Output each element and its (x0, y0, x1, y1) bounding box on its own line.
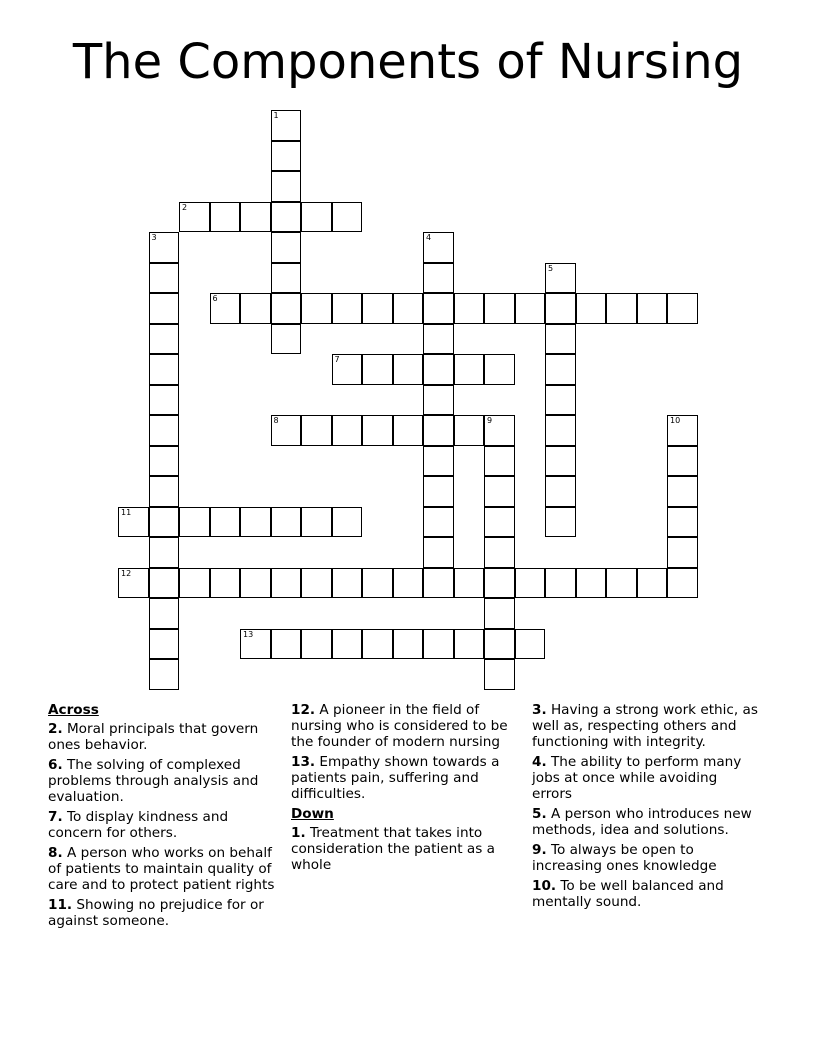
clue-number: 13. (291, 754, 316, 770)
clue-number: 9. (532, 842, 547, 858)
clue-across-11 (48, 897, 280, 929)
clue-number: 12. (291, 702, 316, 718)
clue-down-1 (291, 825, 519, 873)
clue-across-7 (48, 809, 280, 841)
grid-cell[interactable] (484, 415, 515, 446)
grid-cell[interactable] (484, 507, 515, 538)
grid-cell[interactable] (637, 568, 668, 599)
grid-cell[interactable] (515, 293, 546, 324)
clue-down-4 (532, 754, 758, 802)
grid-cell[interactable] (423, 385, 454, 416)
grid-cell[interactable] (545, 476, 576, 507)
grid-cell[interactable] (149, 232, 180, 263)
clue-text: Moral principals that govern ones behavior. (48, 721, 259, 753)
grid-cell[interactable] (210, 507, 241, 538)
grid-cell[interactable] (545, 507, 576, 538)
grid-cell[interactable] (301, 568, 332, 599)
grid-cell[interactable] (454, 629, 485, 660)
grid-cell[interactable] (210, 568, 241, 599)
grid-cell[interactable] (271, 141, 302, 172)
grid-cell[interactable] (240, 202, 271, 233)
grid-cell[interactable] (454, 415, 485, 446)
grid-cell[interactable] (484, 568, 515, 599)
grid-cell[interactable] (149, 385, 180, 416)
grid-cell[interactable] (271, 232, 302, 263)
grid-cell[interactable] (484, 598, 515, 629)
clue-text: A person who introduces new methods, idea and solutions. (532, 806, 752, 838)
page-title: The Components of Nursing (72, 34, 744, 90)
cell-number: 4 (426, 233, 432, 242)
clue-number: 1. (291, 825, 306, 841)
grid-cell[interactable] (332, 354, 363, 385)
clue-text: Treatment that takes into consideration the patient as a whole (291, 825, 495, 873)
cell-number: 3 (151, 233, 157, 242)
grid-cell[interactable] (362, 629, 393, 660)
clue-down-9 (532, 842, 758, 874)
grid-cell[interactable] (240, 507, 271, 538)
grid-cell[interactable] (393, 568, 424, 599)
clue-text: Empathy shown towards a patients pain, suffering and difficulties. (291, 754, 500, 802)
grid-cell[interactable] (118, 568, 149, 599)
clue-across-6 (48, 757, 280, 805)
grid-cell[interactable] (454, 293, 485, 324)
grid-cell[interactable] (332, 202, 363, 233)
clue-number: 5. (532, 806, 547, 822)
grid-cell[interactable] (149, 537, 180, 568)
grid-cell[interactable] (332, 629, 363, 660)
clue-text: A pioneer in the field of nursing who is considered to be the founder of modern nursing (291, 702, 508, 750)
grid-cell[interactable] (667, 568, 698, 599)
grid-cell[interactable] (210, 202, 241, 233)
clue-down-5 (532, 806, 758, 838)
grid-cell[interactable] (149, 476, 180, 507)
grid-cell[interactable] (332, 507, 363, 538)
clue-number: 6. (48, 757, 63, 773)
grid-cell[interactable] (271, 202, 302, 233)
grid-cell[interactable] (149, 446, 180, 477)
grid-cell[interactable] (545, 446, 576, 477)
clue-number: 2. (48, 721, 63, 737)
grid-cell[interactable] (393, 293, 424, 324)
clue-across-8 (48, 845, 280, 893)
grid-cell[interactable] (637, 293, 668, 324)
grid-cell[interactable] (515, 568, 546, 599)
cell-number: 11 (121, 507, 132, 517)
grid-cell[interactable] (271, 110, 302, 141)
grid-cell[interactable] (271, 507, 302, 538)
grid-cell[interactable] (545, 568, 576, 599)
grid-cell[interactable] (332, 293, 363, 324)
grid-cell[interactable] (423, 446, 454, 477)
grid-cell[interactable] (423, 507, 454, 538)
grid-cell[interactable] (545, 415, 576, 446)
grid-cell[interactable] (271, 293, 302, 324)
grid-cell[interactable] (484, 537, 515, 568)
grid-cell[interactable] (149, 324, 180, 355)
grid-cell[interactable] (271, 263, 302, 294)
grid-cell[interactable] (301, 415, 332, 446)
grid-cell[interactable] (423, 415, 454, 446)
grid-cell[interactable] (240, 629, 271, 660)
clue-text: The solving of complexed problems through analysis and evaluation. (48, 757, 259, 805)
grid-cell[interactable] (149, 629, 180, 660)
grid-cell[interactable] (667, 293, 698, 324)
grid-cell[interactable] (454, 568, 485, 599)
grid-cell[interactable] (606, 568, 637, 599)
grid-cell[interactable] (271, 171, 302, 202)
grid-cell[interactable] (332, 568, 363, 599)
grid-cell[interactable] (423, 263, 454, 294)
grid-cell[interactable] (301, 507, 332, 538)
grid-cell[interactable] (423, 293, 454, 324)
clue-text: To always be open to increasing ones knowledge (532, 842, 717, 874)
clue-down-3 (532, 702, 758, 750)
grid-cell[interactable] (149, 659, 180, 690)
cell-number: 6 (212, 294, 218, 303)
grid-cell[interactable] (149, 263, 180, 294)
grid-cell[interactable] (271, 324, 302, 355)
clue-text: To be well balanced and mentally sound. (532, 878, 724, 910)
grid-cell[interactable] (423, 232, 454, 263)
grid-cell[interactable] (210, 293, 241, 324)
grid-cell[interactable] (484, 354, 515, 385)
cell-number: 12 (121, 568, 132, 578)
grid-cell[interactable] (118, 507, 149, 538)
grid-cell[interactable] (362, 415, 393, 446)
grid-cell[interactable] (667, 537, 698, 568)
grid-cell[interactable] (301, 202, 332, 233)
grid-cell[interactable] (545, 263, 576, 294)
grid-cell[interactable] (240, 293, 271, 324)
grid-cell[interactable] (332, 415, 363, 446)
grid-cell[interactable] (454, 354, 485, 385)
grid-cell[interactable] (484, 293, 515, 324)
grid-cell[interactable] (271, 568, 302, 599)
grid-cell[interactable] (149, 293, 180, 324)
grid-cell[interactable] (149, 598, 180, 629)
grid-cell[interactable] (393, 629, 424, 660)
clue-text: To display kindness and concern for others. (48, 809, 229, 841)
across-heading: Across (48, 702, 99, 718)
grid-cell[interactable] (606, 293, 637, 324)
clue-text: A person who works on behalf of patients to maintain quality of care and to protect patient rights (48, 845, 275, 893)
clue-text: Having a strong work ethic, as well as, respecting others and functioning with integrity. (532, 702, 758, 750)
grid-cell[interactable] (149, 507, 180, 538)
grid-cell[interactable] (393, 354, 424, 385)
grid-cell[interactable] (423, 629, 454, 660)
grid-cell[interactable] (545, 385, 576, 416)
grid-cell[interactable] (484, 659, 515, 690)
clue-number: 7. (48, 809, 63, 825)
clue-column-1 (48, 702, 280, 933)
grid-cell[interactable] (149, 415, 180, 446)
grid-cell[interactable] (149, 354, 180, 385)
grid-cell[interactable] (667, 507, 698, 538)
grid-cell[interactable] (423, 537, 454, 568)
grid-cell[interactable] (179, 507, 210, 538)
grid-cell[interactable] (667, 476, 698, 507)
clue-text: The ability to perform many jobs at once while avoiding errors (532, 754, 742, 802)
cell-number: 5 (548, 263, 554, 273)
cell-number: 2 (182, 202, 188, 212)
clue-number: 11. (48, 897, 73, 913)
grid-cell[interactable] (667, 415, 698, 446)
clue-down-10 (532, 878, 758, 910)
grid-cell[interactable] (362, 568, 393, 599)
grid-cell[interactable] (301, 629, 332, 660)
clue-number: 10. (532, 878, 557, 894)
cell-number: 10 (670, 416, 681, 425)
grid-cell[interactable] (393, 415, 424, 446)
grid-cell[interactable] (576, 293, 607, 324)
grid-cell[interactable] (149, 568, 180, 599)
grid-cell[interactable] (515, 629, 546, 660)
clue-number: 3. (532, 702, 547, 718)
grid-cell[interactable] (362, 293, 393, 324)
cell-number: 7 (334, 355, 340, 364)
grid-cell[interactable] (545, 293, 576, 324)
grid-cell[interactable] (484, 446, 515, 477)
grid-cell[interactable] (484, 629, 515, 660)
clue-column-3 (532, 702, 758, 914)
clue-text: Showing no prejudice for or against someone. (48, 897, 264, 929)
clue-across-12 (291, 702, 519, 750)
down-heading: Down (291, 806, 334, 822)
cell-number: 8 (273, 416, 279, 425)
clue-column-2 (291, 702, 519, 877)
clue-across-2 (48, 721, 280, 753)
cell-number: 13 (243, 629, 254, 639)
grid-cell[interactable] (271, 629, 302, 660)
clue-number: 8. (48, 845, 63, 861)
grid-cell[interactable] (545, 354, 576, 385)
grid-cell[interactable] (362, 354, 393, 385)
grid-cell[interactable] (423, 324, 454, 355)
grid-cell[interactable] (667, 446, 698, 477)
grid-cell[interactable] (179, 568, 210, 599)
cell-number: 1 (273, 111, 279, 120)
clue-number: 4. (532, 754, 547, 770)
grid-cell[interactable] (423, 568, 454, 599)
grid-cell[interactable] (545, 324, 576, 355)
clue-across-13 (291, 754, 519, 802)
grid-cell[interactable] (179, 202, 210, 233)
grid-cell[interactable] (423, 354, 454, 385)
grid-cell[interactable] (301, 293, 332, 324)
grid-cell[interactable] (484, 476, 515, 507)
grid-cell[interactable] (423, 476, 454, 507)
grid-cell[interactable] (576, 568, 607, 599)
grid-cell[interactable] (271, 415, 302, 446)
grid-cell[interactable] (240, 568, 271, 599)
cell-number: 9 (487, 416, 493, 425)
